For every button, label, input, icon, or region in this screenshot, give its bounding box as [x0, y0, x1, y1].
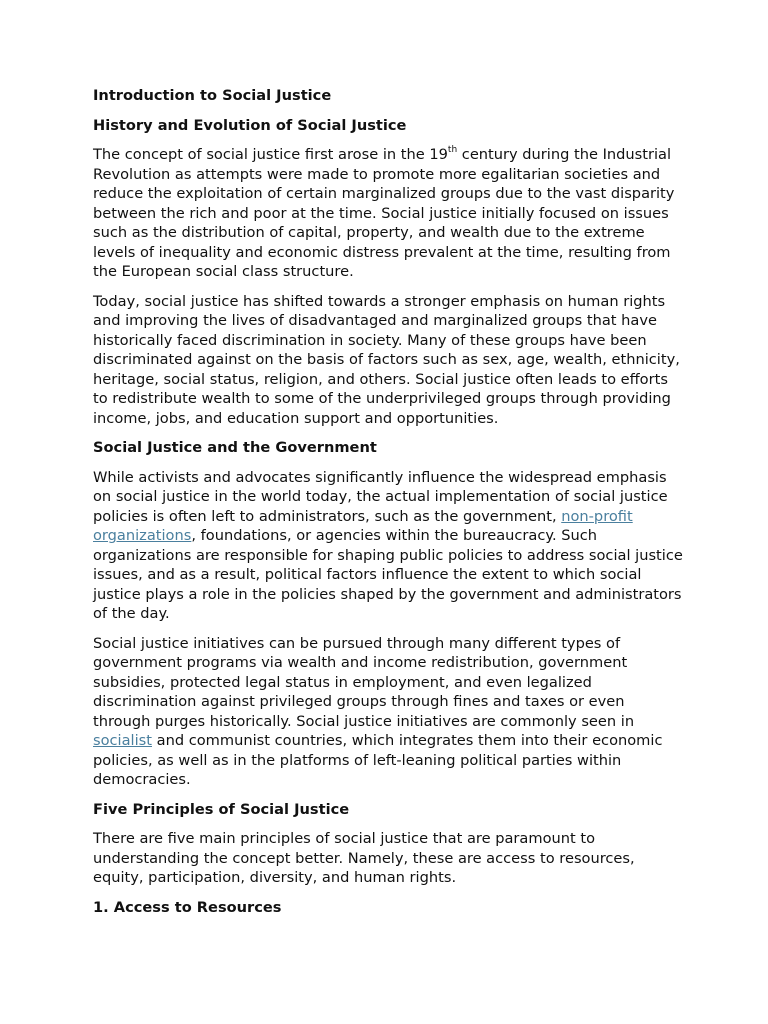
- heading-government: Social Justice and the Government: [93, 439, 377, 456]
- superscript-ordinal: th: [447, 145, 458, 155]
- link-socialist[interactable]: socialist: [93, 732, 152, 749]
- heading-access-to-resources: 1. Access to Resources: [93, 898, 282, 916]
- paragraph-history-2: Today, social justice has shifted towards a stronger emphasis on human rights and improving the lives of disadvantaged and marginalized groups that have historically faced discrimination in society. Many of these groups have been discriminated against on the basis of factors such as sex, age, wealth, ethnicity, heritage, social status, religion, and others. Social justice often leads to efforts to redistribute wealth to some of the underprivileged groups through providing income, jobs, and education support and opportunities.: [93, 292, 680, 427]
- paragraph-text: century during the Industrial Revolution as attempts were made to promote more egalitarian societies and reduce the exploitation of certain marginalized groups due to the vast disparity between the rich and poor at the time. Social justice initially focused on issues such as the distribution of capital, property, and wealth due to the extreme levels of inequality and economic distress prevalent at the time, resulting from the European social class structure.: [93, 146, 675, 280]
- document-body: [93, 86, 683, 927]
- paragraph-government-2: [93, 634, 683, 790]
- link-non-profit-organizations[interactable]: non-profit organizations: [93, 507, 633, 544]
- paragraph-text: While activists and advocates significantly influence the widespread emphasis on social justice in the world today, the actual implementation of social justice policies is often left to administrators, such as the government,: [93, 468, 668, 525]
- document-title: Introduction to Social Justice: [93, 87, 332, 104]
- paragraph-text: The concept of social justice first arose in the 19: [93, 146, 448, 163]
- paragraph-text: , foundations, or agencies within the bureaucracy. Such organizations are responsible for shaping public policies to address social justice issues, and as a result, political factors influence the extent to which social justice plays a role in the policies shaped by the government and administrators of the day.: [93, 527, 683, 622]
- paragraph-text: Social justice initiatives can be pursued through many different types of government programs via wealth and income redistribution, government subsidies, protected legal status in employment, and even legalized discrimination against privileged groups through fines and taxes or even through purges historically. Social justice initiatives are commonly seen in: [93, 634, 635, 730]
- paragraph-text: and communist countries, which integrates them into their economic policies, as well as in the platforms of left-leaning political parties within democracies.: [93, 732, 663, 788]
- paragraph-government-1: [93, 468, 683, 624]
- heading-principles: Five Principles of Social Justice: [93, 800, 350, 818]
- paragraph-history-1: [93, 145, 683, 282]
- paragraph-principles: There are five main principles of social justice that are paramount to understanding the concept better. Namely, these are access to resources, equity, participation, diversity, and human rights.: [93, 830, 635, 886]
- heading-history: History and Evolution of Social Justice: [93, 116, 407, 134]
